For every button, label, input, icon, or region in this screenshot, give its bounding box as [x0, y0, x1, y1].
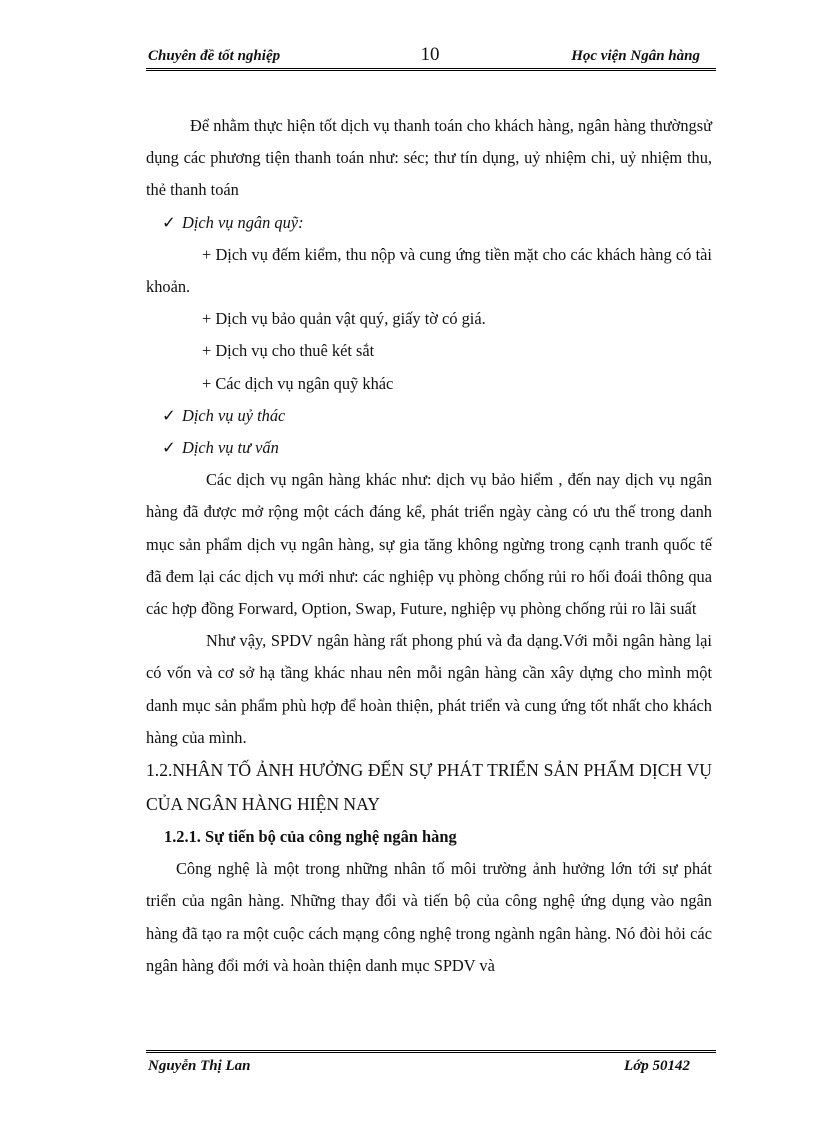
check-item-label: Dịch vụ tư vấn — [182, 438, 279, 458]
paragraph: Các dịch vụ ngân hàng khác như: dịch vụ bảo hiểm , đến nay dịch vụ ngân hàng đã được mở rộng một cách đáng kể, phát triển ngày càng có ưu thế trong danh mục sản phẩm dịch vụ ngân hàng, sự gia tăng không ngừng trong cạnh tranh quốc tế đã đem lại các dịch vụ mới như: các nghiệp vụ phòng chống rủi ro hối đoái thông qua các hợp đồng Forward, Option, Swap, Future, nghiệp vụ phòng chống rủi ro lãi suất — [146, 470, 712, 619]
page-number: 10 — [420, 44, 440, 65]
section-heading: 1.2.NHÂN TỐ ẢNH HƯỞNG ĐẾN SỰ PHÁT TRIỂN SẢN PHẨM DỊCH VỤ CỦA NGÂN HÀNG HIỆN NAY — [146, 760, 712, 814]
check-item-label: Dịch vụ uỷ thác — [182, 405, 286, 425]
footer-author: Nguyễn Thị Lan — [148, 1058, 251, 1074]
list-item: + Dịch vụ bảo quản vật quý, giấy tờ có giá. — [202, 309, 486, 329]
check-item-label: Dịch vụ ngân quỹ: — [182, 212, 304, 232]
page-header — [146, 44, 714, 70]
check-icon: ✓ — [162, 212, 176, 232]
check-item — [146, 432, 712, 464]
page-footer — [146, 1058, 714, 1082]
footer-class: Lớp 50142 — [624, 1058, 690, 1074]
check-item — [146, 400, 712, 432]
check-icon: ✓ — [162, 438, 176, 458]
paragraph: Như vậy, SPDV ngân hàng rất phong phú và đa dạng.Với mỗi ngân hàng lại có vốn và cơ sở hạ tầng khác nhau nên mỗi ngân hàng cần xây dựng cho mình một danh mục sản phẩm phù hợp để hoàn thiện, phát triển và cung ứng tốt nhất cho khách hàng của mình. — [146, 631, 712, 747]
list-item: + Các dịch vụ ngân quỹ khác — [202, 373, 394, 393]
paragraph: + Dịch vụ đếm kiểm, thu nộp và cung ứng tiền mặt cho các khách hàng có tài khoản. — [146, 244, 712, 297]
paragraph: Để nhằm thực hiện tốt dịch vụ thanh toán cho khách hàng, ngân hàng thườngsử dụng các phương tiện thanh toán như: séc; thư tín dụng, uỷ nhiệm chi, uỷ nhiệm thu, thẻ thanh toán — [146, 116, 712, 200]
header-left-text: Chuyên đề tốt nghiệp — [148, 48, 281, 64]
check-item — [146, 207, 712, 239]
check-icon: ✓ — [162, 405, 176, 425]
footer-rule — [146, 1050, 716, 1053]
header-right-text: Học viện Ngân hàng — [571, 48, 700, 64]
page-body — [146, 110, 712, 982]
paragraph: Công nghệ là một trong những nhân tố môi trường ảnh hưởng lớn tới sự phát triển của ngân hàng. Những thay đổi và tiến bộ của công nghệ ứng dụng vào ngân hàng đã tạo ra một cuộc cách mạng công nghệ trong ngành ngân hàng. Nó đòi hỏi các ngân hàng đổi mới và hoàn thiện danh mục SPDV và — [146, 859, 712, 975]
list-item: + Dịch vụ cho thuê két sắt — [202, 341, 375, 361]
header-rule — [146, 68, 716, 71]
subsection-heading: 1.2.1. Sự tiến bộ của công nghệ ngân hàng — [164, 827, 457, 847]
